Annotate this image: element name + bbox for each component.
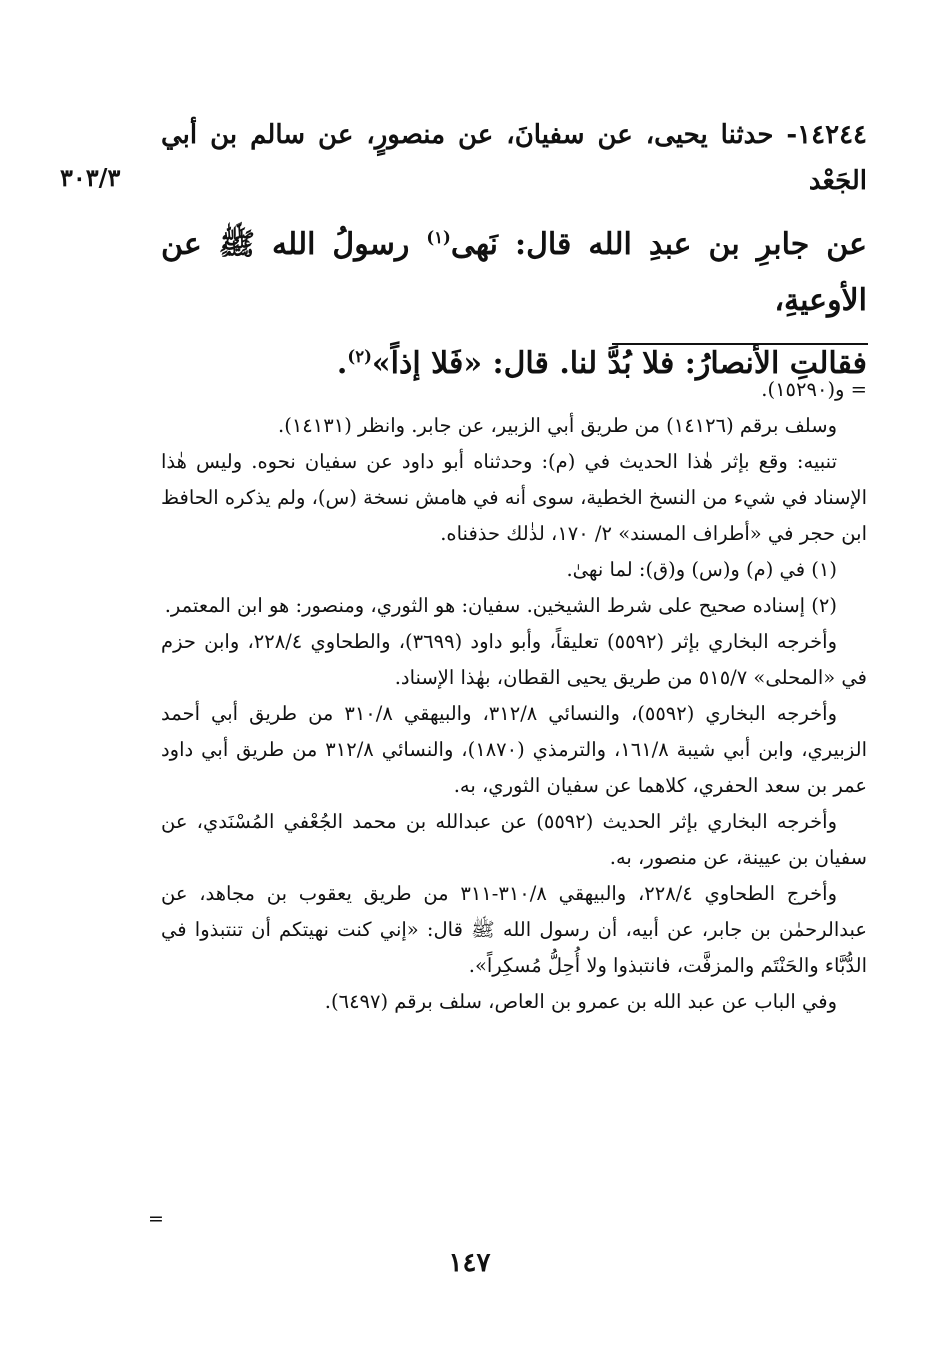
footnote-marker-2: (٢): [347, 347, 372, 366]
matn-line-2-end: .: [336, 346, 348, 381]
matn-line-2-start: فقالتِ الأنصارُ: فلا بُدَّ لنا. قال: «فَلا إذاً»: [371, 346, 867, 381]
hadith-isnad: [161, 112, 867, 204]
footnote-separator: [612, 343, 868, 345]
footnote-2: (٢) إسناده صحيح على شرط الشيخين. سفيان: هو الثوري، ومنصور: هو ابن المعتمر.: [164, 594, 837, 617]
footnote-carry-over: = و(١٥٢٩٠).: [761, 378, 867, 401]
footnote-marker-1: (١): [426, 228, 451, 247]
matn-line-1: [161, 210, 867, 329]
footnote-takhrij-2: وأخرجه البخاري (٥٥٩٢)، والنسائي ٣١٢/٨، والبيهقي ٣١٠/٨ من طريق أبي أحمد الزبيري، وابن أبي شيبة ١٦١/٨، والترمذي (١٨٧٠)، والنسائي ٣١٢/٨ من طريق أبي داود عمر بن سعد الحفري، كلاهما عن سفيان الثوري، به.: [161, 702, 867, 797]
footnote-tanbih: تنبيه: وقع بإثر هٰذا الحديث في (م): وحدثناه أبو داود عن سفيان نحوه. وليس هٰذا الإسناد في شيء من النسخ الخطية، سوى أنه في هامش نسخة (س)، ولم يذكره الحافظ ابن حجر في «أطراف المسند» ٢/ ١٧٠، لذٰلك حذفناه.: [161, 450, 867, 545]
hadith-matn: [161, 210, 867, 392]
page-number: ١٤٧: [448, 1248, 491, 1278]
isnad-text: ١٤٢٤٤- حدثنا يحيى، عن سفيانَ، عن منصورٍ، عن سالم بن أبي الجَعْد: [161, 120, 867, 196]
footnote-salaf: وسلف برقم (١٤١٢٦) من طريق أبي الزبير، عن جابر. وانظر (١٤١٣١).: [278, 414, 837, 437]
footnote-takhrij-4: وأخرج الطحاوي ٢٢٨/٤، والبيهقي ٣١٠/٨-٣١١ من طريق يعقوب بن مجاهد، عن عبدالرحمٰن بن جابر، عن أبيه، أن رسول الله ﷺ قال: «إني كنت نهيتكم أن تنتبذوا في الدُّبَّاء والحَنْتَم والمزفَّت، فانتبذوا ولا أُحِلُّ مُسكِراً».: [161, 882, 867, 977]
footnotes-section: [161, 372, 867, 1020]
footnote-takhrij-1: وأخرجه البخاري بإثر (٥٥٩٢) تعليقاً، وأبو داود (٣٦٩٩)، والطحاوي ٢٢٨/٤، وابن حزم في «المحلى» ٥١٥/٧ من طريق يحيى القطان، بهٰذا الإسناد.: [161, 630, 867, 689]
matn-line-1-start: عن جابرِ بن عبدِ الله قال: نَهى: [450, 227, 868, 262]
footnote-takhrij-3: وأخرجه البخاري بإثر الحديث (٥٥٩٢) عن عبدالله بن محمد الجُعْفي المُسْنَدي، عن سفيان بن عيينة، عن منصور، به.: [161, 810, 867, 869]
continuation-mark: =: [148, 1208, 164, 1230]
footnote-1: (١) في (م) و(س) و(ق): لما نهىٰ.: [566, 558, 837, 581]
margin-reference: ٣٠٣/٣: [60, 163, 121, 192]
matn-line-1-end: رسولُ الله ﷺ عن الأوعيةِ،: [161, 227, 867, 318]
footnote-bab: وفي الباب عن عبد الله بن عمرو بن العاص، سلف برقم (٦٤٩٧).: [324, 990, 837, 1013]
